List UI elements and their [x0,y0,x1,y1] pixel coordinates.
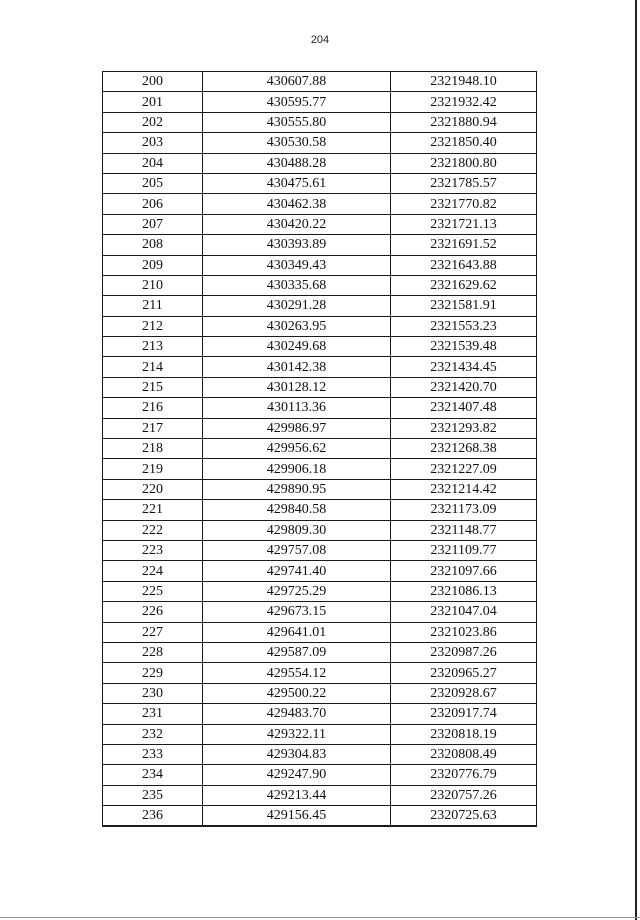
table-row [103,622,537,642]
table-row [103,357,537,377]
y-coordinate-cell: 2321268.38 [391,439,537,459]
x-coordinate-cell: 430349.43 [203,255,391,275]
page-edge-right [635,0,637,920]
point-id-cell: 221 [103,500,203,520]
y-coordinate-cell: 2321539.48 [391,337,537,357]
point-id-cell: 209 [103,255,203,275]
x-coordinate-cell: 430291.28 [203,296,391,316]
x-coordinate-cell: 429247.90 [203,765,391,785]
y-coordinate-cell: 2321850.40 [391,133,537,153]
table-row [103,785,537,805]
y-coordinate-cell: 2320757.26 [391,785,537,805]
x-coordinate-cell: 430142.38 [203,357,391,377]
y-coordinate-cell: 2320808.49 [391,744,537,764]
point-id-cell: 215 [103,377,203,397]
table-row [103,194,537,214]
point-id-cell: 224 [103,561,203,581]
x-coordinate-cell: 429757.08 [203,540,391,560]
table-row [103,296,537,316]
y-coordinate-cell: 2320928.67 [391,683,537,703]
table-row [103,133,537,153]
table-row [103,439,537,459]
point-id-cell: 206 [103,194,203,214]
point-id-cell: 207 [103,214,203,234]
x-coordinate-cell: 429156.45 [203,806,391,827]
page-edge-bottom [0,917,640,918]
table-row [103,214,537,234]
y-coordinate-cell: 2321086.13 [391,581,537,601]
point-id-cell: 226 [103,602,203,622]
x-coordinate-cell: 429725.29 [203,581,391,601]
point-id-cell: 216 [103,398,203,418]
coordinate-table-body [103,72,537,827]
point-id-cell: 232 [103,724,203,744]
x-coordinate-cell: 430555.80 [203,112,391,132]
y-coordinate-cell: 2321948.10 [391,72,537,92]
x-coordinate-cell: 429322.11 [203,724,391,744]
y-coordinate-cell: 2320965.27 [391,663,537,683]
point-id-cell: 217 [103,418,203,438]
y-coordinate-cell: 2321214.42 [391,479,537,499]
table-row [103,235,537,255]
y-coordinate-cell: 2320725.63 [391,806,537,827]
y-coordinate-cell: 2321932.42 [391,92,537,112]
y-coordinate-cell: 2321097.66 [391,561,537,581]
table-row [103,398,537,418]
point-id-cell: 202 [103,112,203,132]
point-id-cell: 234 [103,765,203,785]
x-coordinate-cell: 429213.44 [203,785,391,805]
x-coordinate-cell: 430607.88 [203,72,391,92]
point-id-cell: 236 [103,806,203,827]
y-coordinate-cell: 2321023.86 [391,622,537,642]
table-row [103,275,537,295]
table-row [103,704,537,724]
table-row [103,744,537,764]
x-coordinate-cell: 430249.68 [203,337,391,357]
y-coordinate-cell: 2321293.82 [391,418,537,438]
table-row [103,153,537,173]
y-coordinate-cell: 2321227.09 [391,459,537,479]
y-coordinate-cell: 2321047.04 [391,602,537,622]
table-row [103,112,537,132]
x-coordinate-cell: 430113.36 [203,398,391,418]
point-id-cell: 212 [103,316,203,336]
point-id-cell: 223 [103,540,203,560]
point-id-cell: 211 [103,296,203,316]
point-id-cell: 220 [103,479,203,499]
y-coordinate-cell: 2321407.48 [391,398,537,418]
point-id-cell: 229 [103,663,203,683]
point-id-cell: 225 [103,581,203,601]
y-coordinate-cell: 2321770.82 [391,194,537,214]
x-coordinate-cell: 430128.12 [203,377,391,397]
y-coordinate-cell: 2321691.52 [391,235,537,255]
y-coordinate-cell: 2321800.80 [391,153,537,173]
x-coordinate-cell: 430595.77 [203,92,391,112]
table-row [103,377,537,397]
table-row [103,765,537,785]
y-coordinate-cell: 2321434.45 [391,357,537,377]
point-id-cell: 231 [103,704,203,724]
point-id-cell: 227 [103,622,203,642]
y-coordinate-cell: 2321420.70 [391,377,537,397]
y-coordinate-cell: 2320917.74 [391,704,537,724]
x-coordinate-cell: 429554.12 [203,663,391,683]
x-coordinate-cell: 429641.01 [203,622,391,642]
table-row [103,663,537,683]
table-row [103,683,537,703]
point-id-cell: 201 [103,92,203,112]
x-coordinate-cell: 430462.38 [203,194,391,214]
table-row [103,337,537,357]
table-row [103,540,537,560]
point-id-cell: 233 [103,744,203,764]
y-coordinate-cell: 2321109.77 [391,540,537,560]
x-coordinate-cell: 429304.83 [203,744,391,764]
point-id-cell: 228 [103,642,203,662]
x-coordinate-cell: 429809.30 [203,520,391,540]
table-row [103,520,537,540]
point-id-cell: 218 [103,439,203,459]
x-coordinate-cell: 429587.09 [203,642,391,662]
point-id-cell: 205 [103,173,203,193]
table-row [103,500,537,520]
point-id-cell: 204 [103,153,203,173]
y-coordinate-cell: 2321148.77 [391,520,537,540]
y-coordinate-cell: 2321553.23 [391,316,537,336]
x-coordinate-cell: 430488.28 [203,153,391,173]
page-number: 204 [310,34,330,46]
table-row [103,581,537,601]
x-coordinate-cell: 429673.15 [203,602,391,622]
y-coordinate-cell: 2321643.88 [391,255,537,275]
table-row [103,561,537,581]
table-row [103,173,537,193]
y-coordinate-cell: 2320776.79 [391,765,537,785]
table-row [103,642,537,662]
y-coordinate-cell: 2321880.94 [391,112,537,132]
point-id-cell: 208 [103,235,203,255]
table-row [103,72,537,92]
x-coordinate-cell: 430393.89 [203,235,391,255]
point-id-cell: 230 [103,683,203,703]
x-coordinate-cell: 430263.95 [203,316,391,336]
coordinate-table [102,71,537,827]
point-id-cell: 200 [103,72,203,92]
x-coordinate-cell: 429906.18 [203,459,391,479]
point-id-cell: 235 [103,785,203,805]
x-coordinate-cell: 429483.70 [203,704,391,724]
point-id-cell: 203 [103,133,203,153]
point-id-cell: 222 [103,520,203,540]
table-row [103,255,537,275]
point-id-cell: 210 [103,275,203,295]
table-row [103,806,537,827]
point-id-cell: 219 [103,459,203,479]
x-coordinate-cell: 429956.62 [203,439,391,459]
x-coordinate-cell: 430335.68 [203,275,391,295]
x-coordinate-cell: 429986.97 [203,418,391,438]
table-row [103,602,537,622]
x-coordinate-cell: 430530.58 [203,133,391,153]
x-coordinate-cell: 429500.22 [203,683,391,703]
y-coordinate-cell: 2321173.09 [391,500,537,520]
y-coordinate-cell: 2320818.19 [391,724,537,744]
x-coordinate-cell: 429890.95 [203,479,391,499]
x-coordinate-cell: 429840.58 [203,500,391,520]
x-coordinate-cell: 429741.40 [203,561,391,581]
y-coordinate-cell: 2320987.26 [391,642,537,662]
table-row [103,459,537,479]
y-coordinate-cell: 2321721.13 [391,214,537,234]
x-coordinate-cell: 430420.22 [203,214,391,234]
y-coordinate-cell: 2321785.57 [391,173,537,193]
y-coordinate-cell: 2321629.62 [391,275,537,295]
table-row [103,418,537,438]
table-row [103,316,537,336]
table-row [103,724,537,744]
point-id-cell: 214 [103,357,203,377]
x-coordinate-cell: 430475.61 [203,173,391,193]
table-row [103,92,537,112]
y-coordinate-cell: 2321581.91 [391,296,537,316]
table-row [103,479,537,499]
point-id-cell: 213 [103,337,203,357]
